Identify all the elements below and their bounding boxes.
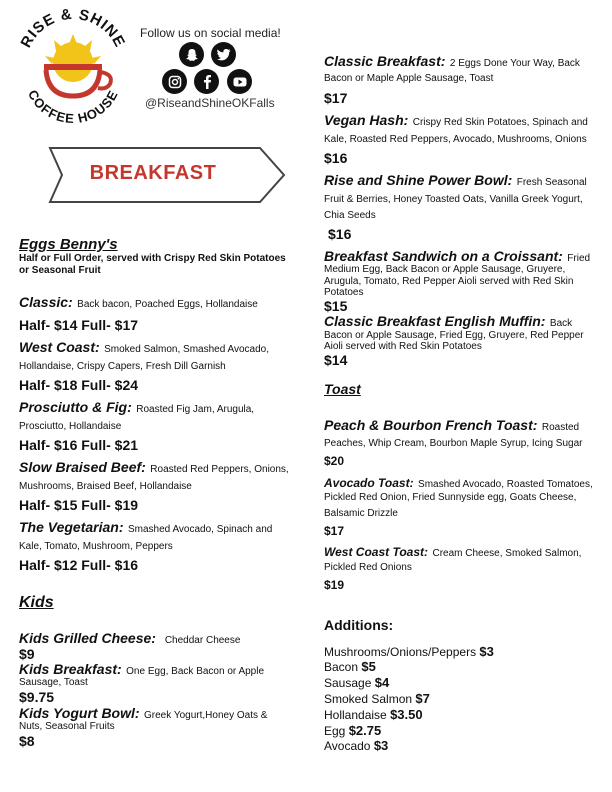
- item-desc: Bacon or Maple Apple Sausage, Toast: [324, 73, 494, 84]
- menu-item-vegan-hash: [324, 112, 588, 130]
- item-name: Slow Braised Beef:: [19, 459, 146, 475]
- item-desc: Mushrooms, Braised Beef, Hollandaise: [19, 481, 192, 492]
- item-name: Classic:: [19, 294, 73, 310]
- addition-price: $3: [479, 644, 494, 659]
- item-desc: Fried: [567, 253, 591, 264]
- addition-row: [324, 723, 381, 738]
- addition-row: [324, 675, 389, 690]
- item-price: $8: [19, 733, 35, 749]
- item-name: Rise and Shine Power Bowl:: [324, 172, 513, 188]
- item-price: Half- $12 Full- $16: [19, 557, 139, 573]
- item-price: $16: [324, 150, 348, 166]
- item-desc: Medium Egg, Back Bacon or Apple Sausage, Gruyere,: [324, 264, 566, 275]
- item-desc: Kale, Tomato, Mushroom, Peppers: [19, 541, 173, 552]
- item-desc: Smoked Salmon, Smashed Avocado,: [104, 344, 270, 355]
- menu-item-avocado-toast: [324, 474, 593, 492]
- item-price: $9.75: [19, 689, 55, 705]
- addition-price: $4: [374, 675, 390, 690]
- item-desc: Cream Cheese, Smoked Salmon,: [432, 548, 582, 559]
- menu-item-slow-braised-beef: [19, 459, 289, 477]
- additions-heading: Additions:: [324, 617, 394, 633]
- eggs-benny-subtitle-2: or Seasonal Fruit: [19, 265, 101, 276]
- item-name: West Coast:: [19, 339, 100, 355]
- item-desc: Bacon or Apple Sausage, Fried Egg, Gruyere, Red Pepper: [324, 330, 584, 341]
- item-name: Avocado Toast:: [324, 476, 414, 490]
- logo-top-text: RISE & SHINE: [17, 5, 129, 51]
- item-desc: Roasted Red Peppers, Onions,: [150, 464, 289, 475]
- item-desc: Back: [549, 318, 573, 329]
- logo-bottom-text: COFFEE HOUSE: [24, 87, 122, 124]
- item-desc: Crispy Red Skin Potatoes, Spinach and: [412, 117, 588, 128]
- item-desc: Smashed Avocado, Spinach and: [127, 524, 273, 535]
- item-price: $15: [324, 298, 348, 314]
- item-desc: Sausage, Toast: [19, 677, 88, 688]
- item-desc: Roasted: [541, 422, 580, 433]
- addition-row: [324, 738, 388, 753]
- social-handle: @RiseandShineOKFalls: [145, 96, 275, 110]
- item-desc: One Egg, Back Bacon or Apple: [126, 666, 265, 677]
- item-desc: Aioli served with Red Skin Potatoes: [324, 341, 482, 352]
- addition-row: [324, 707, 423, 722]
- menu-item-vegetarian: [19, 519, 272, 537]
- item-desc: Back bacon, Poached Eggs, Hollandaise: [77, 299, 258, 310]
- item-desc: Peaches, Whip Cream, Bourbon Maple Syrup, Icing Sugar: [324, 438, 583, 449]
- item-price: Half- $18 Full- $24: [19, 377, 139, 393]
- menu-item-prosciutto-fig: [19, 399, 254, 417]
- menu-item-classic: [19, 294, 258, 312]
- addition-price: $7: [415, 691, 430, 706]
- snapchat-icon[interactable]: [179, 42, 204, 67]
- menu-item-english-muffin: [324, 313, 572, 331]
- item-desc: Cheddar Cheese: [164, 635, 241, 646]
- social-title: Follow us on social media!: [140, 26, 281, 40]
- item-desc: Smashed Avocado, Roasted Tomatoes,: [418, 479, 593, 490]
- facebook-icon[interactable]: [194, 69, 219, 94]
- youtube-icon[interactable]: [227, 69, 252, 94]
- item-desc: Greek Yogurt,Honey Oats &: [144, 710, 268, 721]
- addition-name: Bacon: [324, 660, 359, 674]
- addition-name: Smoked Salmon: [324, 692, 413, 706]
- addition-row: [324, 659, 376, 674]
- item-desc: Kale, Roasted Red Peppers, Avocado, Mushrooms, Onions: [324, 134, 587, 145]
- item-desc: Prosciutto, Hollandaise: [19, 421, 122, 432]
- item-desc: Arugula, Tomato, Red Pepper Aioli served with Red Skin: [324, 276, 574, 287]
- item-desc: Hollandaise, Crispy Capers, Fresh Dill Garnish: [19, 361, 226, 372]
- item-desc: Potatoes: [324, 287, 364, 298]
- item-name: Classic Breakfast:: [324, 53, 446, 69]
- toast-heading: Toast: [324, 381, 361, 397]
- addition-name: Egg: [324, 724, 346, 738]
- menu-item-kids-grilled-cheese: [19, 630, 240, 648]
- item-desc: Fruit & Berries, Honey Toasted Oats, Vanilla Greek Yogurt,: [324, 194, 583, 205]
- item-price: $17: [324, 524, 345, 538]
- menu-item-west-coast-toast: [324, 543, 581, 561]
- item-name: West Coast Toast:: [324, 545, 429, 559]
- addition-price: $2.75: [348, 723, 382, 738]
- item-name: Kids Grilled Cheese:: [19, 630, 156, 646]
- item-price: $17: [324, 90, 348, 106]
- addition-price: $3.50: [390, 707, 423, 722]
- menu-item-west-coast: [19, 339, 269, 357]
- item-price: $14: [324, 352, 348, 368]
- item-name: Kids Yogurt Bowl:: [19, 705, 140, 721]
- item-price: $20: [324, 454, 345, 468]
- item-name: Breakfast Sandwich on a Croissant:: [324, 248, 563, 264]
- addition-price: $3: [373, 738, 389, 753]
- item-name: Classic Breakfast English Muffin:: [324, 313, 546, 329]
- item-name: Prosciutto & Fig:: [19, 399, 132, 415]
- addition-name: Mushrooms/Onions/Peppers: [324, 645, 477, 659]
- kids-heading: Kids: [19, 594, 54, 611]
- item-desc: Pickled Red Onion, Fried Sunnyside egg, Goats Cheese,: [324, 492, 577, 503]
- item-price: $16: [328, 226, 352, 242]
- item-desc: Roasted Fig Jam, Arugula,: [136, 404, 255, 415]
- twitter-icon[interactable]: [211, 42, 236, 67]
- item-price: $9: [19, 646, 35, 662]
- addition-row: [324, 644, 494, 659]
- addition-price: $5: [361, 659, 376, 674]
- item-desc: Fresh Seasonal: [516, 177, 587, 188]
- menu-item-power-bowl: [324, 172, 587, 190]
- coffee-house-logo: [14, 4, 132, 124]
- item-name: The Vegetarian:: [19, 519, 124, 535]
- item-price: Half- $16 Full- $21: [19, 437, 139, 453]
- item-desc: Pickled Red Onions: [324, 562, 412, 573]
- menu-item-french-toast: [324, 417, 579, 435]
- item-name: Peach & Bourbon French Toast:: [324, 417, 538, 433]
- item-name: Kids Breakfast:: [19, 661, 122, 677]
- item-price: Half- $15 Full- $19: [19, 497, 139, 513]
- eggs-benny-heading: Eggs Benny's: [19, 236, 118, 253]
- addition-name: Avocado: [324, 739, 371, 753]
- addition-name: Sausage: [324, 676, 372, 690]
- item-desc: Nuts, Seasonal Fruits: [19, 721, 115, 732]
- svg-text:COFFEE HOUSE: [25, 87, 121, 124]
- instagram-icon[interactable]: [162, 69, 187, 94]
- item-desc: Balsamic Drizzle: [324, 508, 398, 519]
- addition-row: [324, 691, 430, 706]
- item-desc: Chia Seeds: [324, 210, 376, 221]
- addition-name: Hollandaise: [324, 708, 387, 722]
- item-price: $19: [324, 578, 345, 592]
- item-desc: 2 Eggs Done Your Way, Back: [449, 58, 580, 69]
- eggs-benny-subtitle-1: Half or Full Order, served with Crispy Red Skin Potatoes: [19, 253, 286, 264]
- banner-title: BREAKFAST: [89, 162, 217, 184]
- menu-item-classic-breakfast: [324, 53, 580, 71]
- item-price: Half- $14 Full- $17: [19, 317, 139, 333]
- item-name: Vegan Hash:: [324, 112, 409, 128]
